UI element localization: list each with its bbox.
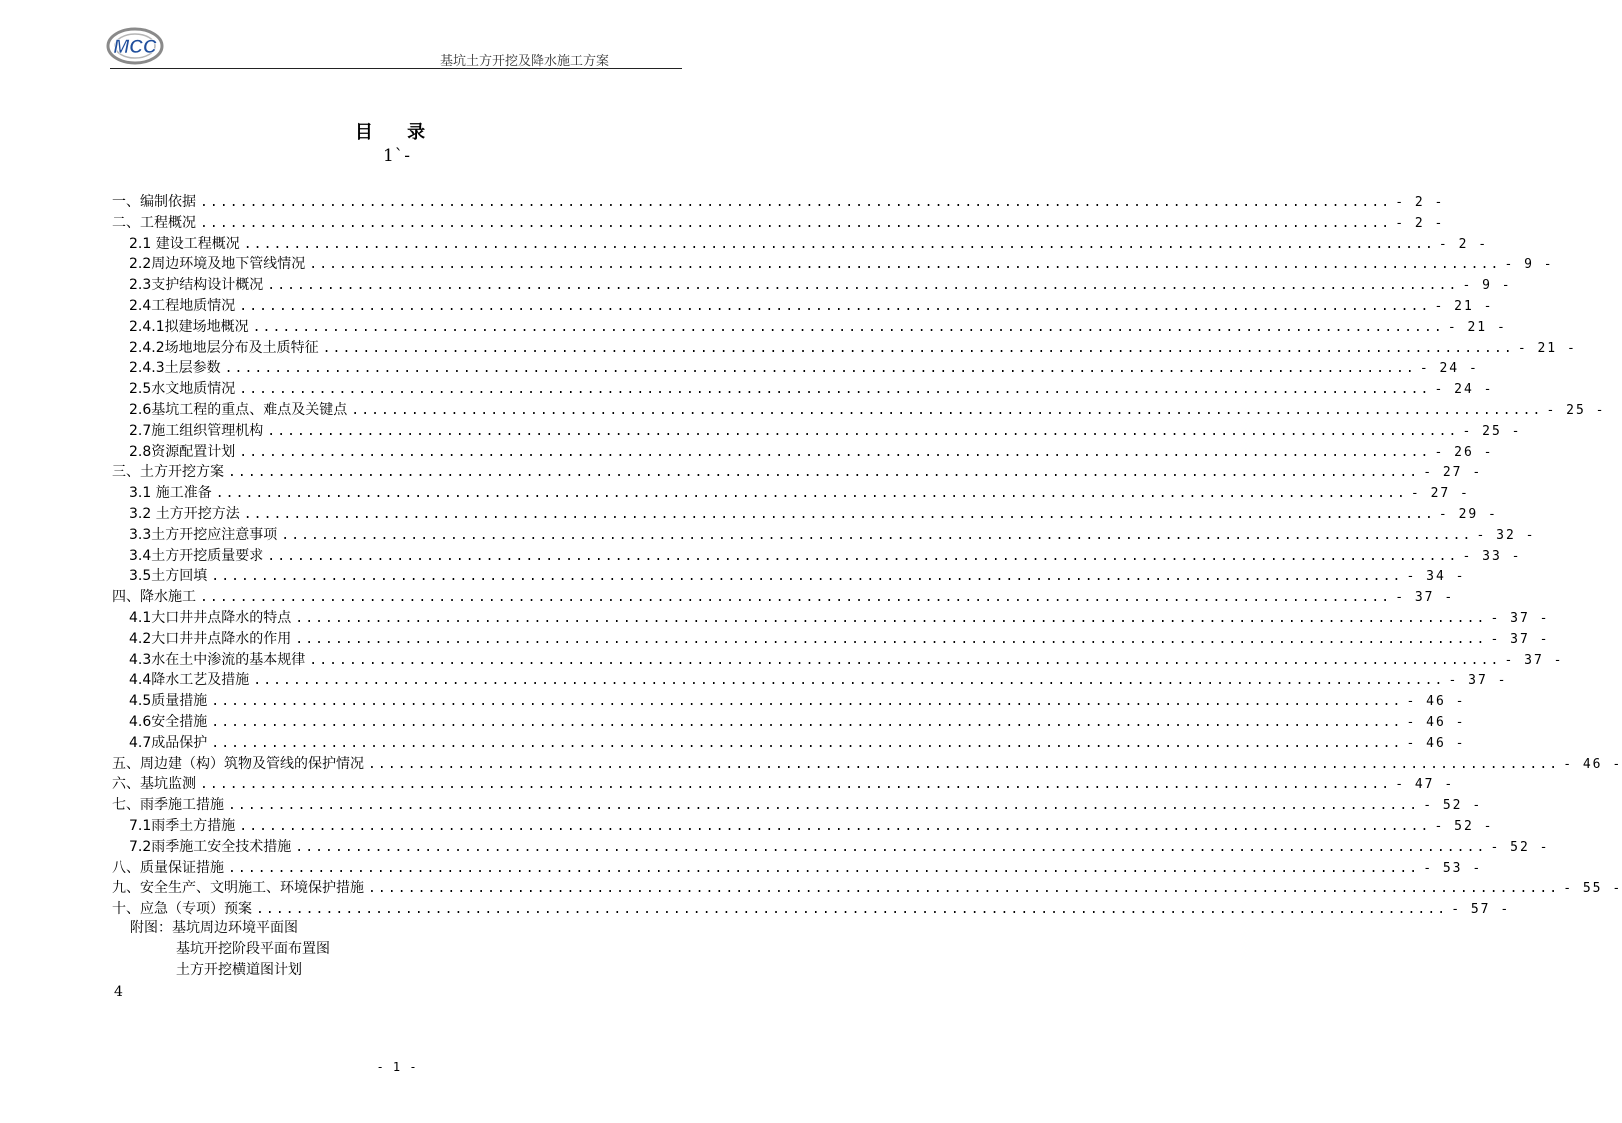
toc-entry[interactable] <box>112 483 1470 504</box>
toc-entry[interactable] <box>112 733 1466 754</box>
toc-leader-dots: ........................................................................................................................ <box>239 382 1431 398</box>
toc-entry[interactable] <box>112 691 1466 712</box>
toc-leader-dots: ........................................................................................................................ <box>295 631 1487 647</box>
toc-entry[interactable] <box>112 712 1466 733</box>
toc-entry-label: 4.4降水工艺及措施 <box>129 672 250 689</box>
toc-entry-page: - 25 - <box>1546 402 1606 418</box>
appendix-line: 基坑开挖阶段平面布置图 <box>176 941 330 957</box>
toc-entry-page: - 55 - <box>1563 881 1622 897</box>
toc-entry-label: 五、周边建（构）筑物及管线的保护情况 <box>112 755 364 772</box>
toc-entry-page: - 37 - <box>1395 590 1455 606</box>
toc-leader-dots: ........................................................................................................................ <box>295 839 1487 855</box>
toc-title: 目 录 <box>354 122 440 143</box>
toc-entry-page: - 34 - <box>1406 569 1466 585</box>
toc-entry-page: - 37 - <box>1490 631 1550 647</box>
toc-entry-page: - 53 - <box>1423 860 1483 876</box>
toc-entry-page: - 26 - <box>1434 444 1494 460</box>
toc-entry[interactable] <box>112 546 1522 567</box>
toc-entry[interactable] <box>112 525 1536 546</box>
toc-entry[interactable] <box>112 650 1564 671</box>
appendix-line: 土方开挖横道图计划 <box>176 962 302 978</box>
toc-entry-label: 4.6安全措施 <box>129 713 208 730</box>
toc-entry-label: 4.7成品保护 <box>129 734 208 751</box>
toc-entry[interactable] <box>112 670 1508 691</box>
toc-entry-label: 4.2大口井井点降水的作用 <box>129 630 292 647</box>
toc-leader-dots: ........................................................................................................................ <box>281 527 1473 543</box>
toc-leader-dots: ........................................................................................................................ <box>252 319 1444 335</box>
toc-leader-dots: ........................................................................................................................ <box>253 673 1445 689</box>
toc-entry-page: - 27 - <box>1410 486 1470 502</box>
toc-leader-dots: ........................................................................................................................ <box>200 215 1392 231</box>
toc-entry[interactable] <box>112 213 1445 234</box>
toc-leader-dots: ........................................................................................................................ <box>228 465 1420 481</box>
toc-entry-page: - 37 - <box>1504 652 1564 668</box>
toc-leader-dots: ........................................................................................................................ <box>322 340 1514 356</box>
toc-entry-label: 3.5土方回填 <box>129 568 208 585</box>
toc-entry-page: - 21 - <box>1517 340 1577 356</box>
toc-entry[interactable] <box>112 816 1494 837</box>
toc-entry[interactable] <box>112 442 1494 463</box>
toc-entry[interactable] <box>112 795 1483 816</box>
toc-entry[interactable] <box>112 317 1507 338</box>
toc-subtitle: 1`- <box>382 146 412 166</box>
toc-entry[interactable] <box>112 296 1494 317</box>
toc-entry-page: - 9 - <box>1462 278 1512 294</box>
toc-entry-label: 八、质量保证措施 <box>112 859 224 876</box>
toc-entry[interactable] <box>112 858 1483 879</box>
toc-entry-page: - 37 - <box>1448 673 1508 689</box>
toc-entry-label: 六、基坑监测 <box>112 776 196 793</box>
toc-entry[interactable] <box>112 338 1577 359</box>
toc-leader-dots: ........................................................................................................................ <box>243 236 1435 252</box>
toc-entry-page: - 2 - <box>1438 236 1489 252</box>
toc-entry[interactable] <box>112 379 1494 400</box>
toc-leader-dots: ........................................................................................................................ <box>267 548 1459 564</box>
toc-entry-label: 3.3土方开挖应注意事项 <box>129 526 278 543</box>
toc-leader-dots: ........................................................................................................................ <box>368 881 1560 897</box>
toc-entry-label: 2.4.2场地地层分布及土质特征 <box>129 339 319 356</box>
mcc-logo <box>104 26 166 66</box>
toc-entry[interactable] <box>112 358 1479 379</box>
toc-entry-label: 2.2周边环境及地下管线情况 <box>129 256 306 273</box>
toc-entry-label: 4.5质量措施 <box>129 693 208 710</box>
logo-text: MCC <box>113 37 157 58</box>
toc-entry[interactable] <box>112 587 1455 608</box>
toc-entry[interactable] <box>112 837 1550 858</box>
toc-entry-label: 2.4.1拟建场地概况 <box>129 318 249 335</box>
toc-leader-dots: ........................................................................................................................ <box>351 402 1543 418</box>
toc-entry[interactable] <box>112 608 1550 629</box>
toc-entry-page: - 2 - <box>1395 215 1445 231</box>
toc-entry[interactable] <box>112 566 1466 587</box>
toc-leader-dots: ........................................................................................................................ <box>243 506 1435 522</box>
toc-entry[interactable] <box>112 899 1511 920</box>
toc-entry-label: 2.1 建设工程概况 <box>129 235 240 252</box>
toc-entry-page: - 52 - <box>1490 839 1550 855</box>
toc-entry-label: 2.4工程地质情况 <box>129 297 236 314</box>
toc-entry-page: - 52 - <box>1434 818 1494 834</box>
toc-entry-label: 7.1雨季土方措施 <box>129 817 236 834</box>
toc-entry-page: - 32 - <box>1476 527 1536 543</box>
stray-text: 4 <box>114 984 123 1000</box>
toc-leader-dots: ........................................................................................................................ <box>309 652 1501 668</box>
toc-entry-page: - 37 - <box>1490 610 1550 626</box>
appendix-figures <box>130 918 330 981</box>
toc-entry-label: 3.2 土方开挖方法 <box>129 505 240 522</box>
toc-entry-label: 2.4.3土层参数 <box>129 360 221 377</box>
toc-leader-dots: ........................................................................................................................ <box>200 195 1392 210</box>
toc-leader-dots: ........................................................................................................................ <box>295 610 1487 626</box>
toc-leader-dots: ........................................................................................................................ <box>211 569 1403 585</box>
toc-entry-label: 四、降水施工 <box>112 589 196 606</box>
toc-entry-page: - 46 - <box>1406 714 1466 730</box>
toc-entry-label: 九、安全生产、文明施工、环境保护措施 <box>112 880 364 897</box>
toc-entry-label: 2.8资源配置计划 <box>129 443 236 460</box>
toc-entry[interactable] <box>112 254 1554 275</box>
toc-entry-label: 七、雨季施工措施 <box>112 797 224 814</box>
toc-entry-label: 4.1大口井井点降水的特点 <box>129 609 292 626</box>
toc-leader-dots: ........................................................................................................................ <box>267 423 1459 439</box>
toc-entry-label: 2.7施工组织管理机构 <box>129 422 264 439</box>
toc-entry-label: 十、应急（专项）预案 <box>112 901 252 918</box>
toc-entry[interactable] <box>112 400 1606 421</box>
toc-entry[interactable] <box>112 275 1512 296</box>
toc-leader-dots: ........................................................................................................................ <box>256 902 1448 918</box>
toc-entry-page: - 33 - <box>1462 548 1522 564</box>
toc-entry-label: 2.5水文地质情况 <box>129 381 236 398</box>
toc-leader-dots: ........................................................................................................................ <box>211 694 1403 710</box>
toc-leader-dots: ........................................................................................................................ <box>239 818 1431 834</box>
toc-entry-page: - 21 - <box>1434 298 1494 314</box>
document-header-title: 基坑土方开挖及降水施工方案 <box>440 54 610 69</box>
toc-leader-dots: ........................................................................................................................ <box>267 278 1459 294</box>
toc-entry-page: - 21 - <box>1447 319 1507 335</box>
appendix-line: 附图：基坑周边环境平面图 <box>130 920 298 936</box>
toc-entry-label: 二、工程概况 <box>112 214 196 231</box>
toc-entry-label: 三、土方开挖方案 <box>112 464 224 481</box>
toc-entry-page: - 2 - <box>1395 195 1445 210</box>
toc-leader-dots: ........................................................................................................................ <box>224 361 1416 377</box>
toc-entry[interactable] <box>112 462 1483 483</box>
toc-entry[interactable] <box>112 878 1622 899</box>
toc-leader-dots: ........................................................................................................................ <box>368 756 1560 772</box>
toc-leader-dots: ........................................................................................................................ <box>211 714 1403 730</box>
toc-entry-label: 4.3水在土中渗流的基本规律 <box>129 651 306 668</box>
toc-leader-dots: ........................................................................................................................ <box>200 777 1392 793</box>
header-divider <box>110 68 682 69</box>
toc-entry-label: 2.6基坑工程的重点、难点及关键点 <box>129 401 348 418</box>
toc-entry[interactable] <box>112 234 1489 255</box>
toc-entry-page: - 46 - <box>1406 735 1466 751</box>
toc-entry-page: - 27 - <box>1423 465 1483 481</box>
toc-leader-dots: ........................................................................................................................ <box>309 257 1501 273</box>
table-of-contents <box>112 192 1622 920</box>
toc-entry-page: - 25 - <box>1462 423 1522 439</box>
page-number: - 1 - <box>376 1060 418 1074</box>
toc-entry-page: - 9 - <box>1504 257 1554 273</box>
toc-entry[interactable] <box>112 774 1455 795</box>
toc-leader-dots: ........................................................................................................................ <box>200 590 1392 606</box>
toc-leader-dots: ........................................................................................................................ <box>211 735 1403 751</box>
toc-entry-page: - 29 - <box>1438 506 1498 522</box>
toc-entry[interactable] <box>112 629 1550 650</box>
toc-entry[interactable] <box>112 192 1445 213</box>
toc-entry[interactable] <box>112 754 1622 775</box>
toc-leader-dots: ........................................................................................................................ <box>228 860 1420 876</box>
toc-entry-page: - 46 - <box>1563 756 1622 772</box>
toc-leader-dots: ........................................................................................................................ <box>239 298 1431 314</box>
toc-entry[interactable] <box>112 421 1522 442</box>
toc-entry[interactable] <box>112 504 1498 525</box>
toc-entry-label: 3.1 施工准备 <box>129 485 212 502</box>
toc-leader-dots: ........................................................................................................................ <box>215 486 1407 502</box>
toc-entry-page: - 47 - <box>1395 777 1455 793</box>
toc-entry-label: 2.3支护结构设计概况 <box>129 277 264 294</box>
toc-entry-label: 一、编制依据 <box>112 194 196 210</box>
toc-entry-label: 3.4土方开挖质量要求 <box>129 547 264 564</box>
toc-entry-page: - 24 - <box>1434 382 1494 398</box>
toc-entry-page: - 57 - <box>1451 902 1511 918</box>
toc-entry-page: - 46 - <box>1406 694 1466 710</box>
toc-leader-dots: ........................................................................................................................ <box>239 444 1431 460</box>
toc-entry-page: - 24 - <box>1419 361 1479 377</box>
toc-leader-dots: ........................................................................................................................ <box>228 798 1420 814</box>
toc-entry-label: 7.2雨季施工安全技术措施 <box>129 838 292 855</box>
toc-entry-page: - 52 - <box>1423 798 1483 814</box>
